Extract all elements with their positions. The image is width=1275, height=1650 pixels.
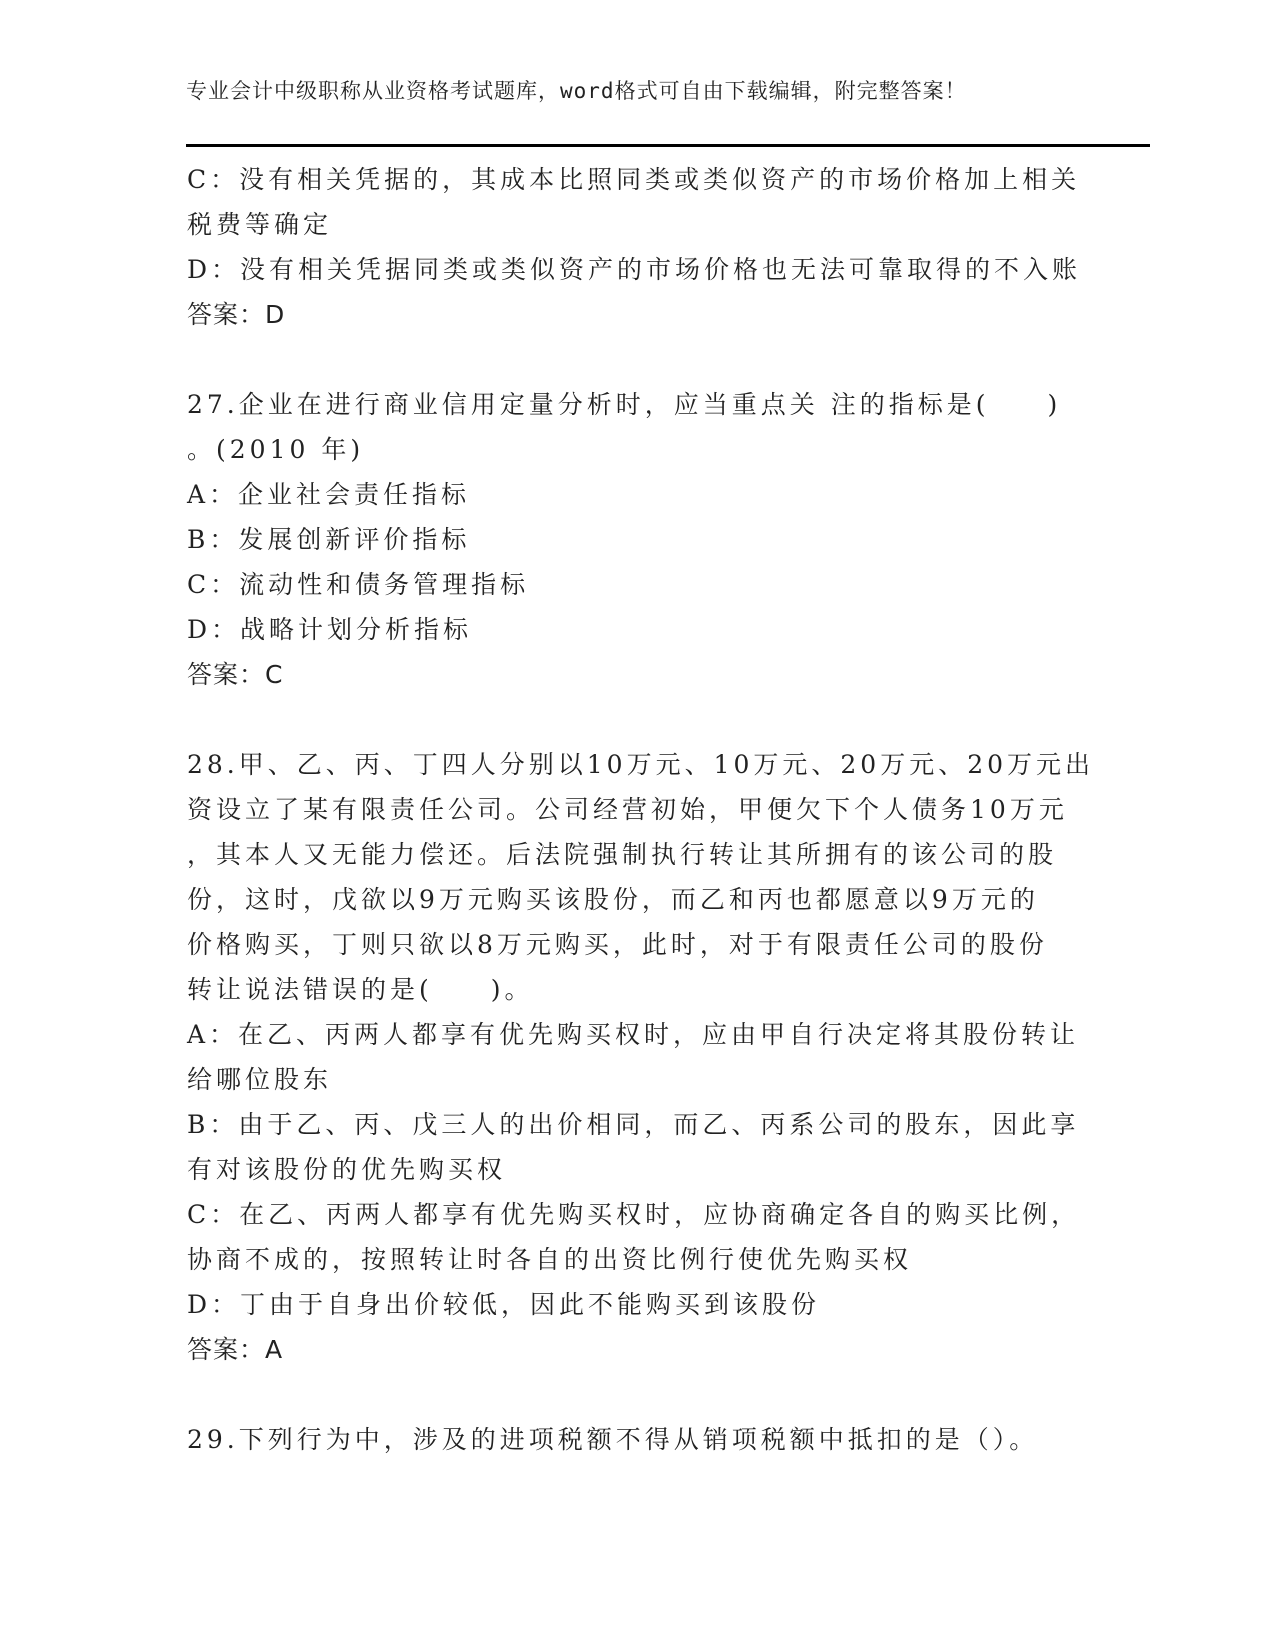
option-b: B：发展创新评价指标 <box>187 525 471 554</box>
question-stem: 27.企业在进行商业信用定量分析时，应当重点关 注的指标是( ) <box>187 390 1062 419</box>
question-stem: 份，这时，戊欲以9万元购买该股份，而乙和丙也都愿意以9万元的 <box>187 885 1039 914</box>
question-list <box>187 157 1095 1462</box>
option-line: 税费等确定 <box>187 210 333 239</box>
question-stem: 转让说法错误的是( )。 <box>187 975 534 1004</box>
option-a: A：企业社会责任指标 <box>187 480 471 509</box>
option-c: C：流动性和债务管理指标 <box>187 570 530 599</box>
spacer <box>187 1372 1087 1417</box>
option-a <box>187 1012 1087 1102</box>
question-stem: 29.下列行为中，涉及的进项税额不得从销项税额中抵扣的是（）。 <box>187 1425 1039 1454</box>
option-c <box>187 1192 1087 1282</box>
question-stem: 。(2010 年) <box>187 435 365 464</box>
answer-line: 答案：D <box>187 300 286 329</box>
option-line: D：没有相关凭据同类或类似资产的市场价格也无法可靠取得的不入账 <box>187 255 1082 284</box>
question-stem: 价格购买，丁则只欲以8万元购买，此时，对于有限责任公司的股份 <box>187 930 1048 959</box>
question-29 <box>187 1417 1087 1462</box>
option-c <box>187 157 1087 247</box>
question-26-continued <box>187 157 1087 337</box>
answer-line: 答案：A <box>187 1335 284 1364</box>
question-stem: 28.甲、乙、丙、丁四人分别以10万元、10万元、20万元、20万元出 <box>187 750 1095 779</box>
option-line: C：在乙、丙两人都享有优先购买权时，应协商确定各自的购买比例， <box>187 1200 1081 1229</box>
question-27 <box>187 382 1087 697</box>
option-line: B：由于乙、丙、戊三人的出价相同，而乙、丙系公司的股东，因此享 <box>187 1110 1080 1139</box>
option-line: C：没有相关凭据的，其成本比照同类或类似资产的市场价格加上相关 <box>187 165 1081 194</box>
option-d <box>187 247 1087 292</box>
option-d: D：战略计划分析指标 <box>187 615 473 644</box>
spacer <box>187 337 1087 382</box>
spacer <box>187 697 1087 742</box>
option-line: A：在乙、丙两人都享有优先购买权时，应由甲自行决定将其股份转让 <box>187 1020 1080 1049</box>
page-header: 专业会计中级职称从业资格考试题库，word格式可自由下载编辑，附完整答案！ <box>186 79 967 103</box>
option-d <box>187 1282 1087 1327</box>
option-b <box>187 1102 1087 1192</box>
question-28 <box>187 742 1095 1372</box>
question-stem: ，其本人又无能力偿还。后法院强制执行转让其所拥有的该公司的股 <box>187 840 1058 869</box>
header-divider <box>186 144 1150 147</box>
option-line: 协商不成的，按照转让时各自的出资比例行使优先购买权 <box>187 1245 913 1274</box>
option-line: 有对该股份的优先购买权 <box>187 1155 507 1184</box>
answer-line: 答案：C <box>187 660 284 689</box>
question-stem: 资设立了某有限责任公司。公司经营初始，甲便欠下个人债务10万元 <box>187 795 1068 824</box>
option-line: D：丁由于自身出价较低，因此不能购买到该股份 <box>187 1290 821 1319</box>
option-line: 给哪位股东 <box>187 1065 333 1094</box>
